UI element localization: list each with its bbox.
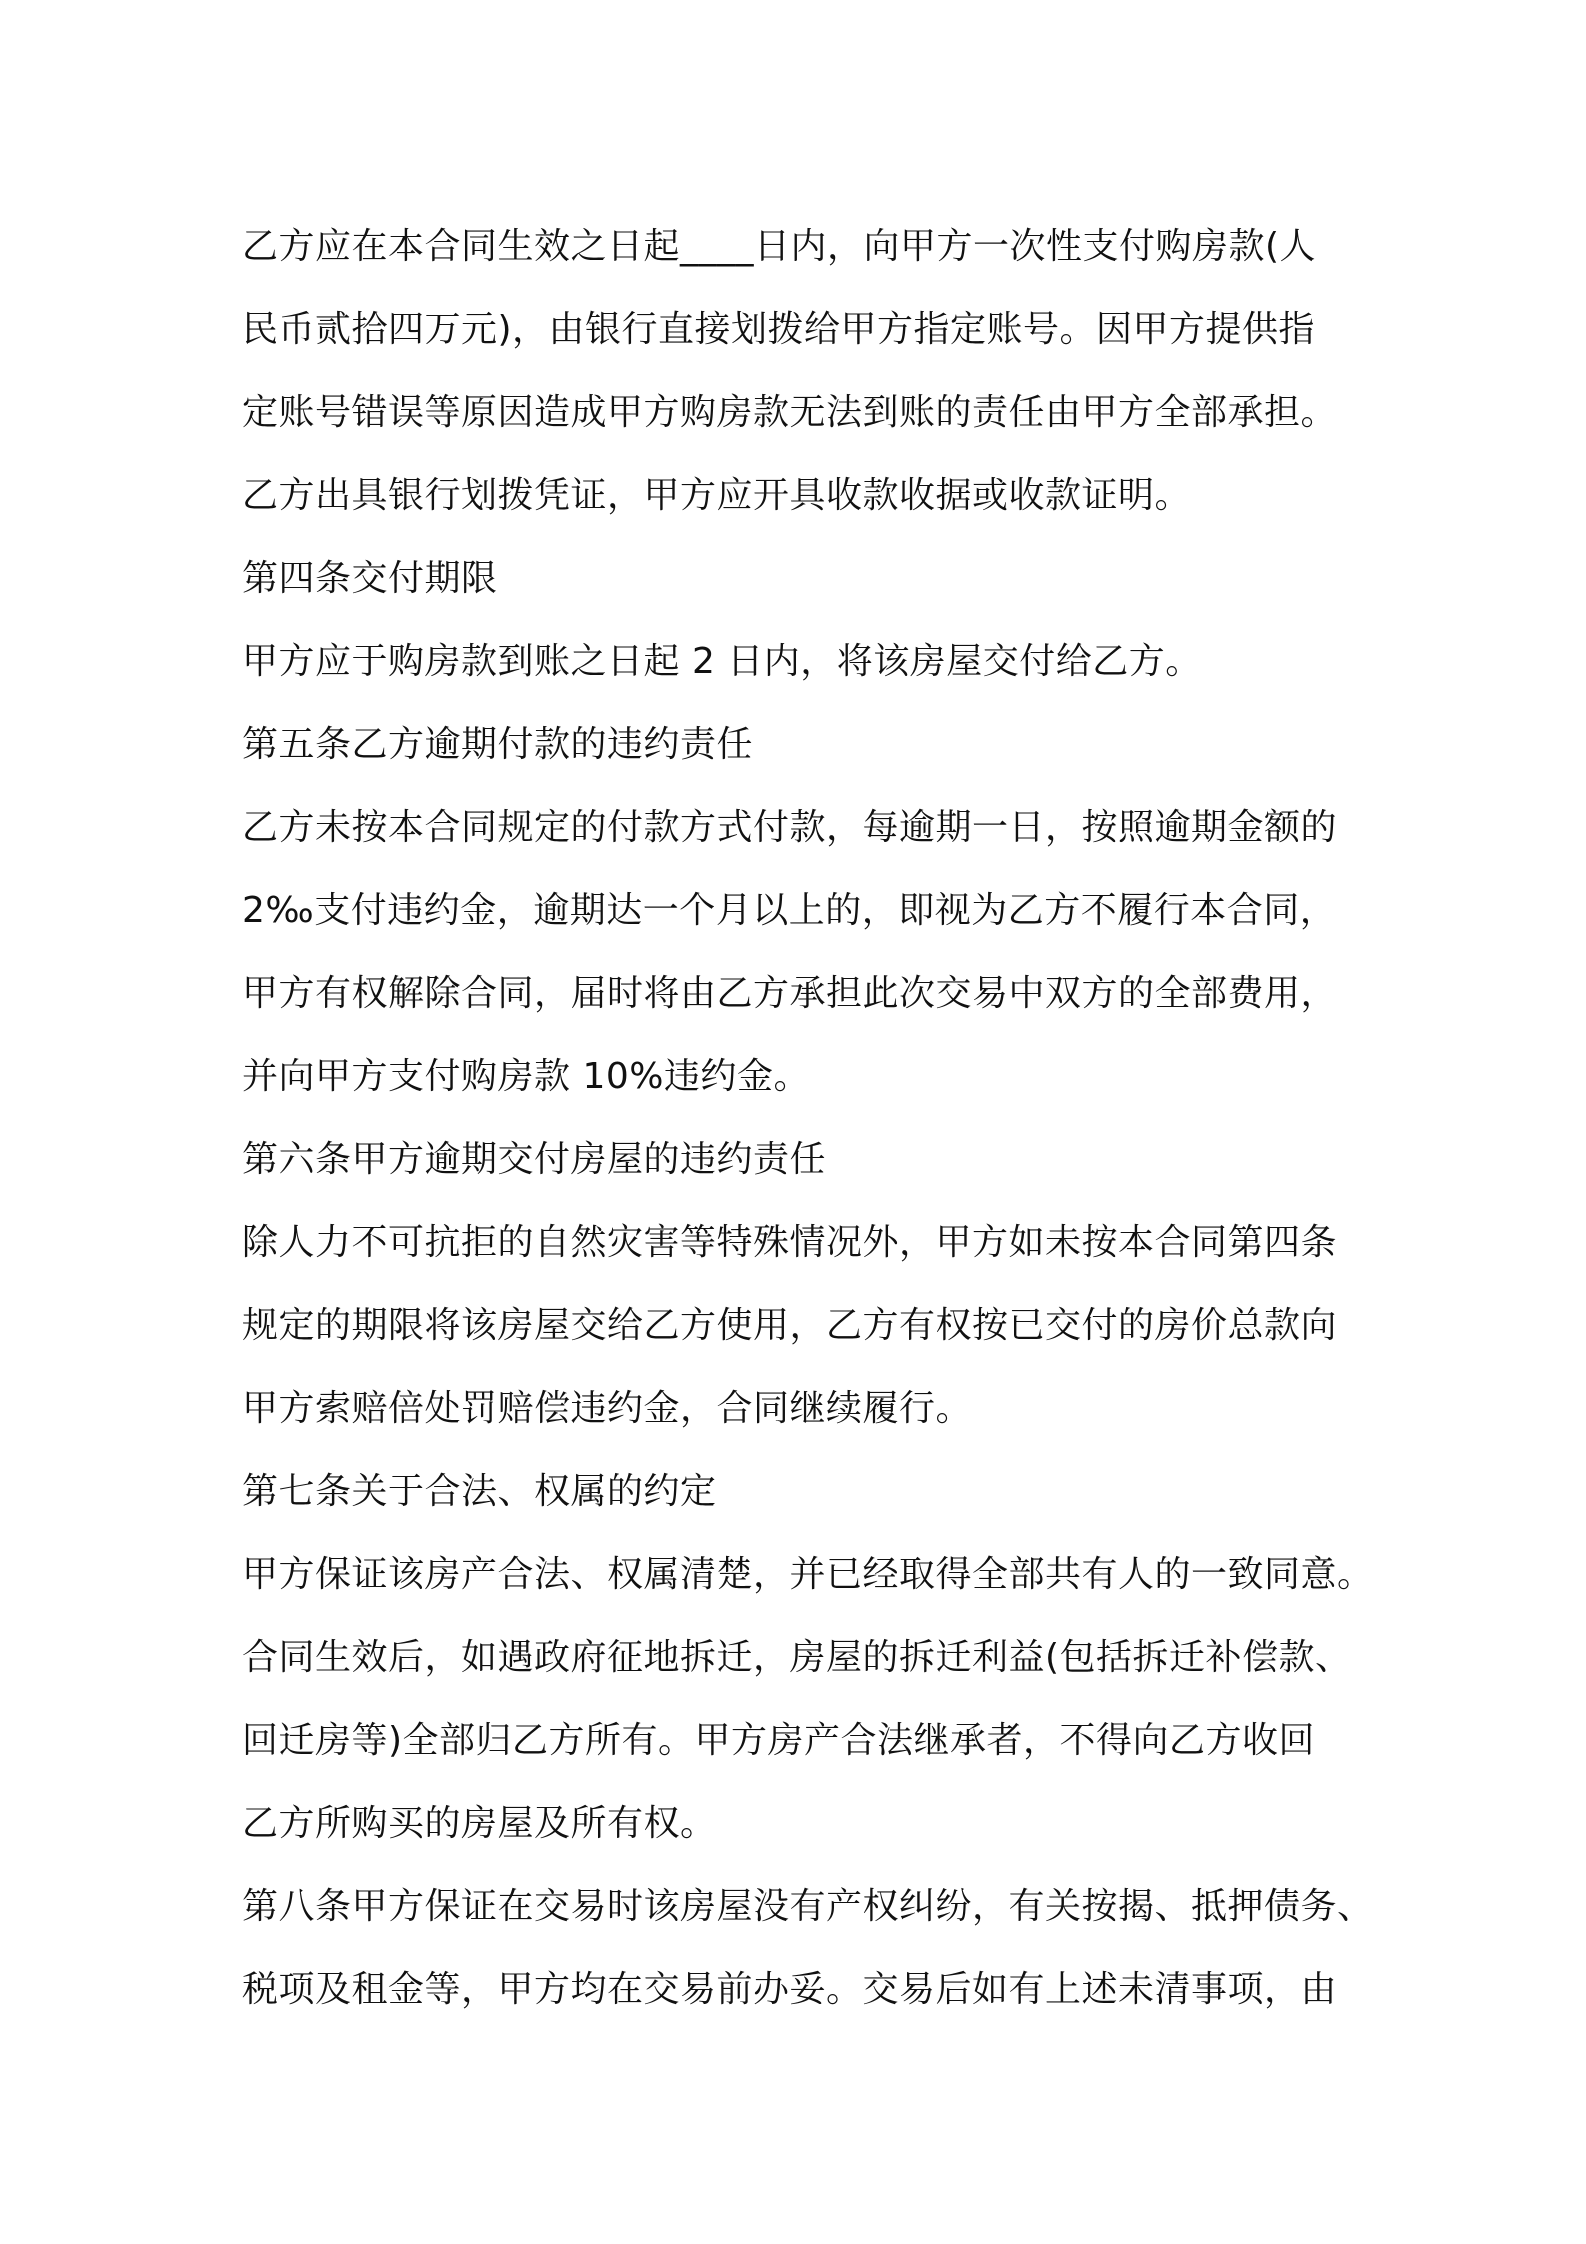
contract-text xyxy=(242,205,1374,2031)
text-line: 规定的期限将该房屋交给乙方使用，乙方有权按已交付的房价总款向 xyxy=(242,1305,1338,1346)
text-line: 2‰支付违约金，逾期达一个月以上的，即视为乙方不履行本合同， xyxy=(242,890,1337,931)
text-line: 第八条甲方保证在交易时该房屋没有产权纠纷，有关按揭、抵押债务、 xyxy=(242,1886,1374,1927)
article-heading: 第七条关于合法、权属的约定 xyxy=(242,1471,717,1512)
text-line: 并向甲方支付购房款 10%违约金。 xyxy=(242,1056,810,1097)
text-line: 定账号错误等原因造成甲方购房款无法到账的责任由甲方全部承担。 xyxy=(242,392,1338,433)
text-line: 税项及租金等，甲方均在交易前办妥。交易后如有上述未清事项，由 xyxy=(242,1969,1338,2010)
article-heading: 第六条甲方逾期交付房屋的违约责任 xyxy=(242,1139,827,1180)
text-line: 甲方应于购房款到账之日起 2 日内，将该房屋交付给乙方。 xyxy=(242,641,1202,682)
text-line: 回迁房等)全部归乙方所有。甲方房产合法继承者，不得向乙方收回 xyxy=(242,1720,1316,1761)
text-line: 乙方出具银行划拨凭证，甲方应开具收款收据或收款证明。 xyxy=(242,475,1192,516)
text-line: 合同生效后，如遇政府征地拆迁，房屋的拆迁利益(包括拆迁补偿款、 xyxy=(242,1637,1352,1678)
text-line: 乙方未按本合同规定的付款方式付款，每逾期一日，按照逾期金额的 xyxy=(242,807,1338,848)
text-line: 甲方有权解除合同，届时将由乙方承担此次交易中双方的全部费用， xyxy=(242,973,1338,1014)
text-line: 甲方保证该房产合法、权属清楚，并已经取得全部共有人的一致同意。 xyxy=(242,1554,1374,1595)
article-heading: 第四条交付期限 xyxy=(242,558,498,599)
article-heading: 第五条乙方逾期付款的违约责任 xyxy=(242,724,754,765)
text-line: 除人力不可抗拒的自然灾害等特殊情况外，甲方如未按本合同第四条 xyxy=(242,1222,1338,1263)
text-line: 民币贰拾四万元)，由银行直接划拨给甲方指定账号。因甲方提供指 xyxy=(242,309,1316,350)
text-line: 乙方应在本合同生效之日起____日内，向甲方一次性支付购房款(人 xyxy=(242,226,1317,267)
text-line: 甲方索赔倍处罚赔偿违约金，合同继续履行。 xyxy=(242,1388,973,1429)
text-line: 乙方所购买的房屋及所有权。 xyxy=(242,1803,717,1844)
